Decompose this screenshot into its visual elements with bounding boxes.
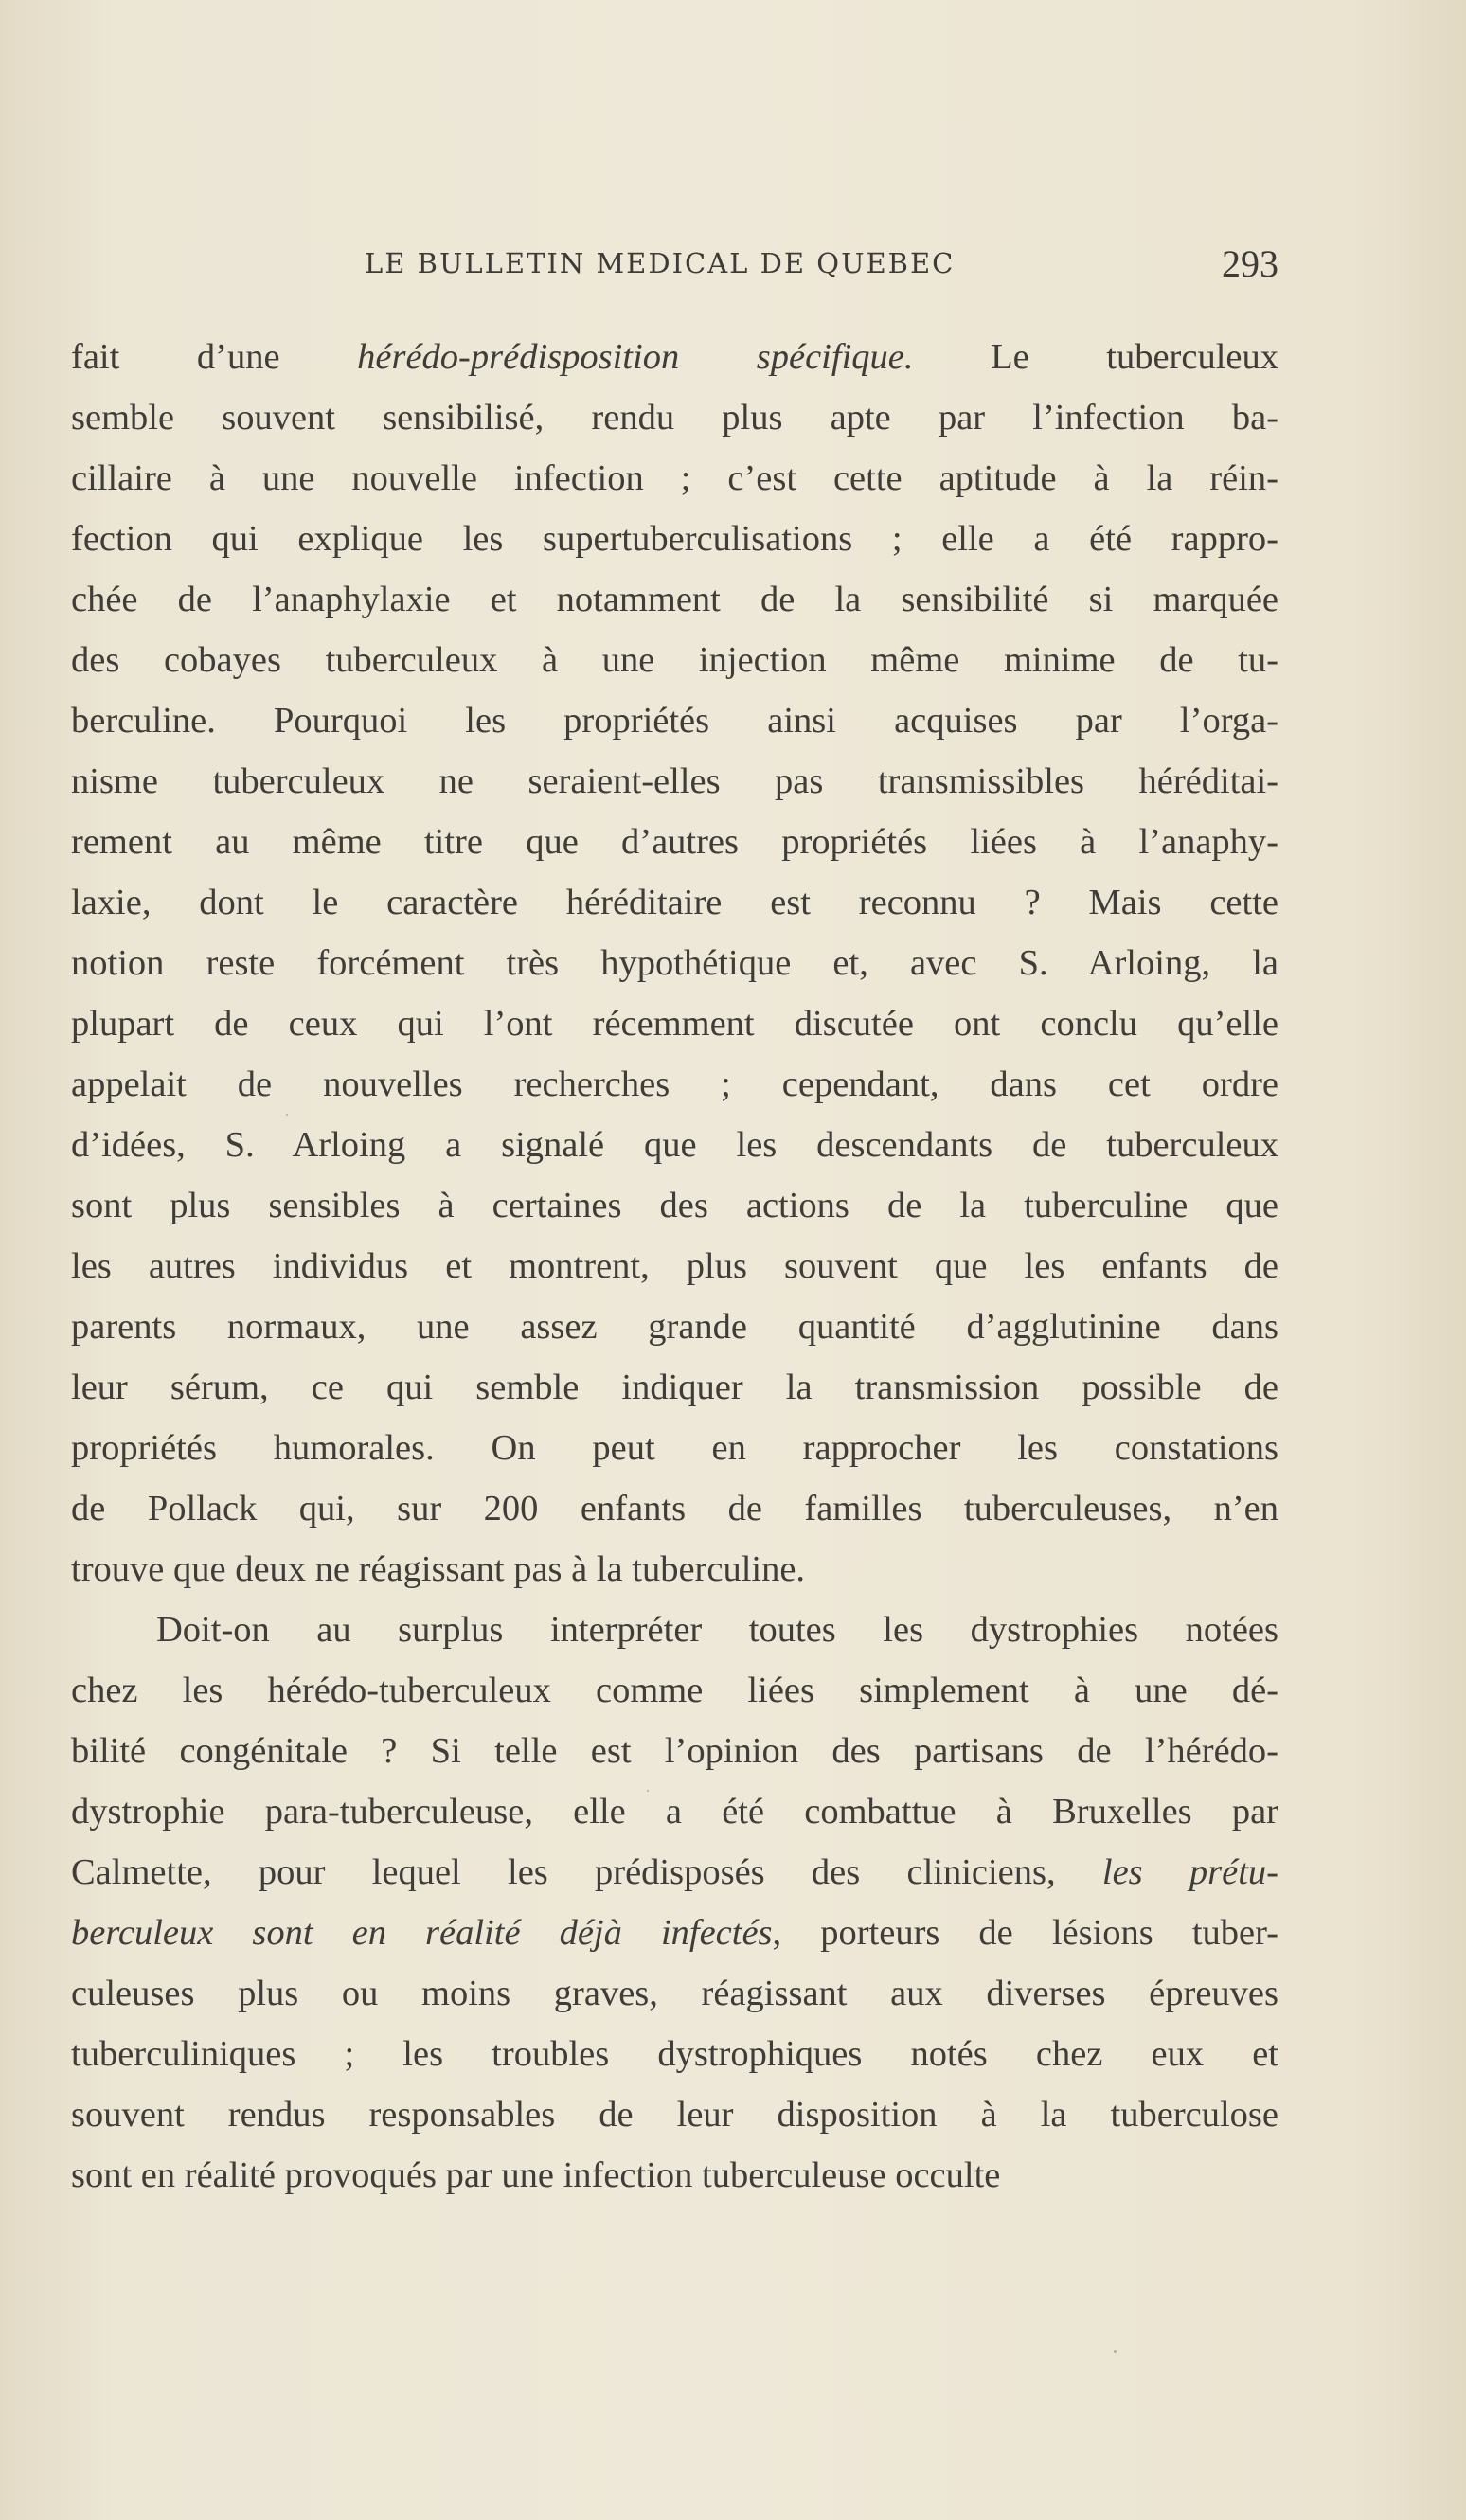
text-line <box>71 1115 1278 1175</box>
text-line <box>71 993 1278 1054</box>
text-line <box>71 630 1278 690</box>
page-number: 293 <box>1222 242 1278 285</box>
text-line <box>71 1781 1278 1842</box>
page-header <box>71 241 1278 291</box>
text-line <box>71 1963 1278 2024</box>
text-line <box>71 2024 1278 2084</box>
text-line <box>71 690 1278 751</box>
text-line <box>71 1660 1278 1721</box>
text-line <box>71 1357 1278 1418</box>
text-run: Le tuberculeux <box>913 337 1279 377</box>
text-run: les autres individus et montrent, plus souvent que les enfants de <box>71 1246 1278 1286</box>
text-run: d’idées, S. Arloing a signalé que les descendants de tuberculeux <box>71 1125 1278 1165</box>
text-run: sont plus sensibles à certaines des actions de la tuberculine que <box>71 1186 1278 1225</box>
text-run: bilité congénitale ? Si telle est l’opinion des partisans de l’hérédo- <box>71 1731 1278 1771</box>
text-line <box>71 1054 1278 1115</box>
text-run: des cobayes tuberculeux à une injection même minime de tu- <box>71 640 1278 680</box>
text-run: tuberculiniques ; les troubles dystrophiques notés chez eux et <box>71 2034 1278 2074</box>
paragraph <box>71 327 1278 1600</box>
paper-speck <box>286 1114 288 1116</box>
text-run: propriétés humorales. On peut en rapprocher les constations <box>71 1428 1278 1468</box>
italic-run: hérédo-prédisposition spécifique. <box>357 337 914 377</box>
text-line <box>71 1721 1278 1781</box>
text-line <box>71 812 1278 872</box>
text-line <box>71 509 1278 569</box>
text-run: chée de l’anaphylaxie et notamment de la sensibilité si marquée <box>71 580 1278 619</box>
text-run: rement au même titre que d’autres propriétés liées à l’anaphy- <box>71 822 1278 862</box>
text-run: nisme tuberculeux ne seraient-elles pas transmissibles héréditai- <box>71 761 1278 801</box>
text-run: appelait de nouvelles recherches ; cependant, dans cet ordre <box>71 1064 1278 1104</box>
text-line <box>71 327 1278 387</box>
text-run: semble souvent sensibilisé, rendu plus apte par l’infection ba- <box>71 398 1278 438</box>
text-line <box>71 1903 1278 1963</box>
text-line <box>71 1418 1278 1478</box>
text-line <box>71 387 1278 448</box>
text-run: plupart de ceux qui l’ont récemment discutée ont conclu qu’elle <box>71 1004 1278 1044</box>
text-line <box>71 1236 1278 1296</box>
text-line <box>71 569 1278 630</box>
paper-speck <box>1114 2350 1117 2353</box>
running-title: LE BULLETIN MEDICAL DE QUEBEC <box>365 247 956 279</box>
text-run: laxie, dont le caractère héréditaire est reconnu ? Mais cette <box>71 883 1278 922</box>
text-line <box>71 448 1278 509</box>
paper-speck <box>647 1790 649 1792</box>
text-run: fait d’une <box>71 337 358 377</box>
text-run: de Pollack qui, sur 200 enfants de familles tuberculeuses, n’en <box>71 1489 1278 1528</box>
text-run: , porteurs de lésions tuber- <box>772 1913 1278 1953</box>
text-run: notion reste forcément très hypothétique et, avec S. Arloing, la <box>71 943 1278 983</box>
text-line <box>71 1175 1278 1236</box>
text-run: cillaire à une nouvelle infection ; c’est cette aptitude à la réin- <box>71 458 1278 498</box>
text-run: souvent rendus responsables de leur disposition à la tuberculose <box>71 2095 1278 2135</box>
text-line <box>71 751 1278 812</box>
text-run: fection qui explique les supertuberculisations ; elle a été rappro- <box>71 519 1278 559</box>
text-line <box>71 933 1278 993</box>
text-run: berculine. Pourquoi les propriétés ainsi acquises par l’orga- <box>71 701 1278 741</box>
text-line <box>71 1539 1278 1600</box>
italic-run: berculeux sont en réalité déjà infectés <box>71 1913 773 1953</box>
body-text <box>71 327 1278 2206</box>
text-line <box>71 1296 1278 1357</box>
text-run: Calmette, pour lequel les prédisposés des cliniciens, <box>71 1852 1102 1892</box>
text-run: Doit-on au surplus interpréter toutes les dystrophies notées <box>156 1610 1278 1650</box>
text-run: chez les hérédo-tuberculeux comme liées simplement à une dé- <box>71 1671 1278 1710</box>
text-run: parents normaux, une assez grande quantité d’agglutinine dans <box>71 1307 1278 1347</box>
text-run: sont en réalité provoqués par une infection tuberculeuse occulte <box>71 2155 1001 2195</box>
text-run: culeuses plus ou moins graves, réagissant aux diverses épreuves <box>71 1974 1278 2013</box>
text-line <box>71 2084 1278 2145</box>
text-run: dystrophie para-tuberculeuse, elle a été combattue à Bruxelles par <box>71 1792 1278 1832</box>
italic-run: les prétu- <box>1101 1852 1278 1892</box>
text-run: leur sérum, ce qui semble indiquer la transmission possible de <box>71 1367 1278 1407</box>
text-run: trouve que deux ne réagissant pas à la tuberculine. <box>71 1549 806 1589</box>
text-line <box>71 1842 1278 1903</box>
text-line <box>71 2145 1278 2206</box>
text-line <box>71 1600 1278 1660</box>
text-line <box>71 1478 1278 1539</box>
text-line <box>71 872 1278 933</box>
paragraph <box>71 1600 1278 2206</box>
